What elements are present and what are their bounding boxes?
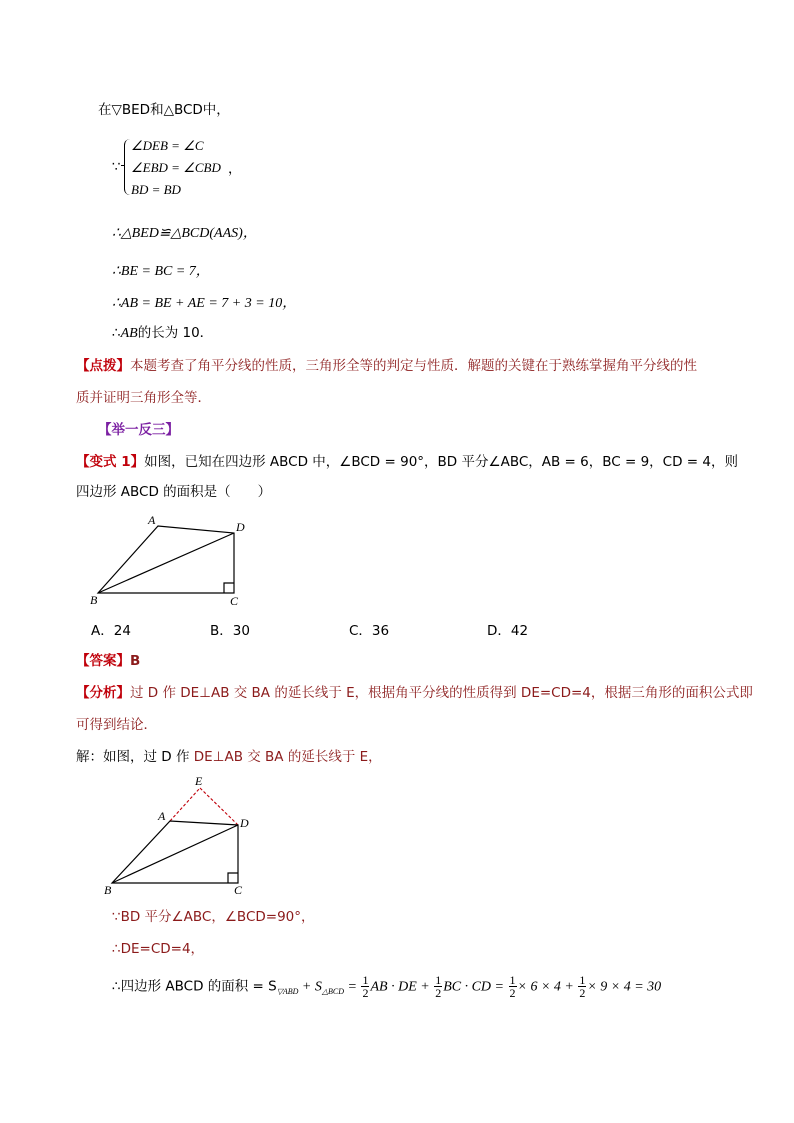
step-de-cd: ∴DE=CD=4， <box>112 941 205 957</box>
analysis-line-2: 可得到结论． <box>76 717 157 733</box>
tip-line-2: 质并证明三角形全等． <box>76 390 211 406</box>
variant-line-1 <box>76 453 738 471</box>
area-text: ∴四边形 ABCD 的面积 = S <box>112 978 277 995</box>
step-bisector: ∵BD 平分∠ABC，∠BCD=90°， <box>112 909 315 925</box>
answer-line <box>76 652 140 670</box>
area-plus: + S <box>298 979 322 995</box>
area-term-1: AB · DE + <box>370 979 434 995</box>
tip-text-1: 本题考查了角平分线的性质，三角形全等的判定与性质．解题的关键在于熟练掌握角平分线的性 <box>130 358 697 374</box>
proof-ab-sum: ∴AB = BE + AE = 7 + 3 = 10， <box>112 296 297 311</box>
variant-tag: 【变式 1】 <box>76 454 145 470</box>
option-d[interactable]: D．42 <box>487 623 529 639</box>
fraction-half-2: $\frac{1}{2}$ <box>435 973 442 1000</box>
tip-tag: 【点拨】 <box>76 358 130 374</box>
proof-congruence: ∴△BED≌△BCD(AAS)， <box>112 226 257 241</box>
analysis-text-1: 过 D 作 DE⊥AB 交 BA 的延长线于 E，根据角平分线的性质得到 DE=CD=4，根据三角形的面积公式即 <box>130 685 753 701</box>
system-line-3: BD = BD <box>131 182 181 197</box>
variant-text-1: 如图，已知在四边形 ABCD 中，∠BCD = 90°，BD 平分∠ABC，AB = 6，BC = 9，CD = 4，则 <box>144 454 738 470</box>
proof-line-triangles: 在▽BED和△BCD中， <box>98 102 230 118</box>
tip-line-1 <box>76 357 697 375</box>
answer-value: B <box>130 653 141 669</box>
because-symbol: ∵ <box>112 159 121 175</box>
proof-be-equals-bc: ∴BE = BC = 7， <box>112 264 210 279</box>
area-sub-bcd: △BCD <box>321 987 345 997</box>
diagonal-bd <box>98 533 234 593</box>
label-d-2: D <box>240 816 249 830</box>
option-a[interactable]: A．24 <box>91 623 131 639</box>
right-angle-mark <box>224 583 234 593</box>
system-comma: ， <box>228 161 242 177</box>
answer-tag: 【答案】 <box>76 653 130 669</box>
variant-line-2: 四边形 ABCD 的面积是（ ） <box>76 484 272 500</box>
diagonal-bd-2 <box>112 825 238 883</box>
label-e: E <box>195 775 203 788</box>
area-term-2: BC · CD = <box>443 979 508 995</box>
analysis-tag: 【分析】 <box>76 685 130 701</box>
system-brace <box>124 139 130 195</box>
label-b-2: B <box>104 883 112 897</box>
label-c: C <box>230 594 239 608</box>
auxiliary-line-figure <box>100 775 260 900</box>
option-c[interactable]: C．36 <box>349 623 390 639</box>
perpendicular-de <box>200 788 238 825</box>
analysis-line-1 <box>76 684 753 702</box>
section-title: 【举一反三】 <box>98 422 179 438</box>
area-term-3: × 6 × 4 + <box>517 979 578 995</box>
quadrilateral-abcd <box>98 526 234 593</box>
step-area <box>112 974 661 1001</box>
quadrilateral-figure <box>85 512 255 612</box>
label-a-2: A <box>158 809 166 823</box>
fraction-half-1: $\frac{1}{2}$ <box>362 973 369 1000</box>
area-sub-abd: ▽ABD <box>276 987 299 997</box>
label-b: B <box>90 593 98 607</box>
proof-conclusion <box>112 324 213 343</box>
solution-line <box>76 748 382 766</box>
segment-ab: AB <box>120 326 138 341</box>
area-term-4: × 9 × 4 = 30 <box>587 979 662 995</box>
system-line-2: ∠EBD = ∠CBD <box>131 160 221 175</box>
therefore-symbol: ∴ <box>112 325 121 341</box>
extension-ae <box>170 788 200 821</box>
fraction-half-3: $\frac{1}{2}$ <box>509 973 516 1000</box>
system-line-1: ∠DEB = ∠C <box>131 138 204 153</box>
label-a: A <box>148 513 156 527</box>
option-b[interactable]: B．30 <box>210 623 250 639</box>
solution-text-b: DE⊥AB 交 BA 的延长线于 E， <box>193 749 382 765</box>
right-angle-mark-2 <box>228 873 238 883</box>
conclusion-text: 的长为 10． <box>137 325 214 341</box>
label-d: D <box>236 520 245 534</box>
area-equals: = <box>344 979 361 995</box>
solution-text-a: 解：如图，过 D 作 <box>76 749 194 765</box>
system-brace-tip <box>121 165 125 166</box>
fraction-half-4: $\frac{1}{2}$ <box>579 973 586 1000</box>
label-c-2: C <box>234 883 243 897</box>
